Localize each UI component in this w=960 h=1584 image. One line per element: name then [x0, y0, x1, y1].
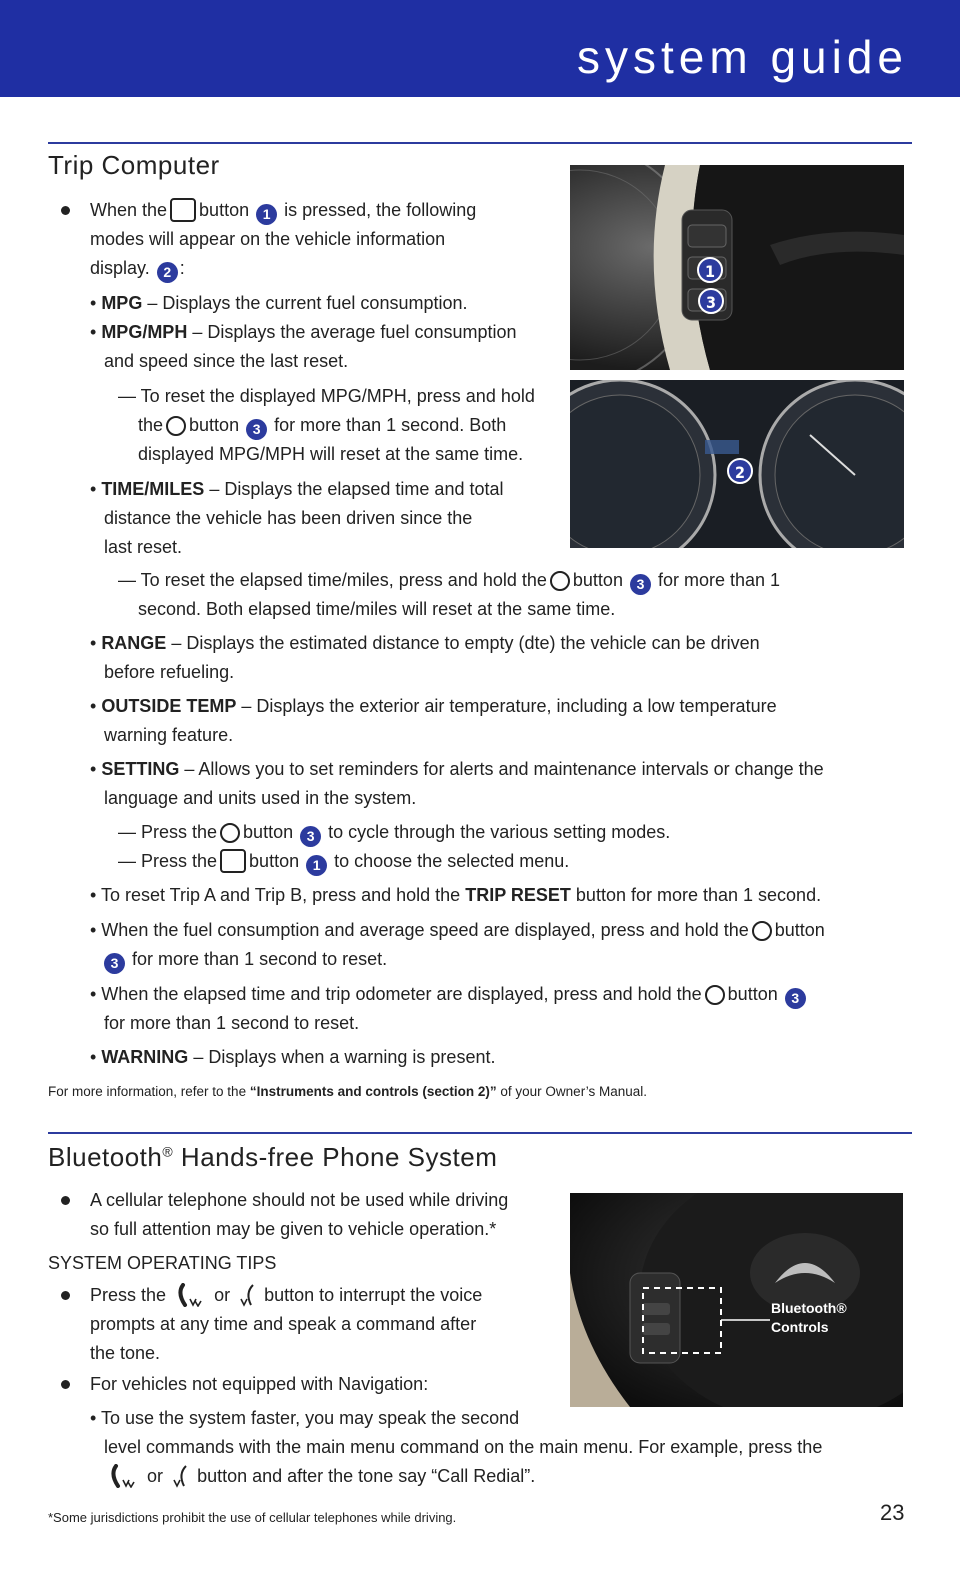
text: to choose the selected menu. [334, 851, 570, 871]
time-item: • TIME/MILES – Displays the elapsed time and total [90, 479, 504, 499]
trip-intro-line1 [90, 196, 476, 225]
text: or [214, 1285, 231, 1305]
text: – Allows you to set reminders for alerts and maintenance intervals or change the [179, 759, 824, 779]
section-rule [48, 1132, 912, 1134]
text: of your Owner’s Manual. [500, 1084, 647, 1099]
text: : [179, 258, 185, 278]
fuel-item [90, 916, 825, 945]
text: • To reset Trip A and Trip B, press and hold the [90, 885, 461, 905]
callout-3: 3 [300, 826, 321, 847]
callout-2: 2 [157, 262, 178, 283]
range-line2: before refueling. [104, 662, 235, 682]
text: Bluetooth® [771, 1300, 847, 1316]
text: button and after the tone say “Call Redial”. [197, 1466, 536, 1486]
phone-voice-icon [237, 1283, 257, 1307]
circle-button-icon [705, 985, 725, 1005]
text: – Displays when a warning is present. [188, 1047, 496, 1067]
text: Hands-free Phone System [173, 1142, 498, 1172]
display-button-icon [220, 849, 246, 873]
photo-callout-3: 3 [698, 288, 724, 314]
text: button to interrupt the voice [264, 1285, 483, 1305]
section-rule [48, 142, 912, 144]
temp-label: OUTSIDE TEMP [101, 696, 237, 716]
trip-reset-label: TRIP RESET [465, 885, 571, 905]
footnote: *Some jurisdictions prohibit the use of cellular telephones while driving. [48, 1510, 457, 1525]
text: — To reset the elapsed time/miles, press and hold the [118, 570, 547, 590]
text: – Displays the elapsed time and total [204, 479, 504, 499]
bt-b4-line3 [104, 1462, 535, 1491]
text: to cycle through the various setting modes. [328, 822, 671, 842]
range-label: RANGE [101, 633, 167, 653]
warning-item: • WARNING – Displays when a warning is present. [90, 1047, 496, 1067]
reset1-line1: — To reset the displayed MPG/MPH, press and hold [118, 386, 535, 406]
bt-b2-line3: the tone. [90, 1343, 161, 1363]
bluetooth-controls-label [771, 1299, 847, 1337]
bullet-dot [61, 1291, 70, 1300]
text: button [189, 415, 240, 435]
photo-callout-1: 1 [697, 257, 723, 283]
circle-button-icon [752, 921, 772, 941]
mpgmph-label: MPG/MPH [101, 322, 188, 342]
bt-b1-line1: A cellular telephone should not be used while driving [90, 1190, 509, 1210]
registered-mark: ® [162, 1143, 174, 1160]
text: When the [90, 200, 168, 220]
setting-label: SETTING [101, 759, 180, 779]
text: button [243, 822, 294, 842]
tripreset-item [90, 881, 821, 910]
bt-b4-line1: • To use the system faster, you may speak the second [90, 1408, 520, 1428]
bt-b2-line1 [90, 1281, 482, 1310]
display-button-icon [170, 198, 196, 222]
text: Bluetooth [48, 1142, 163, 1172]
callout-1: 1 [256, 204, 277, 225]
reset1-line2 [138, 411, 506, 440]
press2-line [118, 847, 569, 876]
text: – Displays the exterior air temperature, including a low temperature [236, 696, 777, 716]
text: for more than 1 second. Both [274, 415, 507, 435]
trip-computer-title: Trip Computer [48, 150, 220, 180]
time-line3: last reset. [104, 537, 183, 557]
time-label: TIME/MILES [101, 479, 205, 499]
text: – Displays the average fuel consumption [187, 322, 517, 342]
mpg-item: • MPG – Displays the current fuel consumption. [90, 293, 468, 313]
circle-button-icon [166, 416, 186, 436]
more-info-note [48, 1084, 647, 1099]
tips-heading: SYSTEM OPERATING TIPS [48, 1253, 277, 1273]
text: Controls [771, 1319, 829, 1335]
text: • When the elapsed time and trip odometer are displayed, press and hold the [90, 984, 702, 1004]
bt-b3: For vehicles not equipped with Navigation: [90, 1374, 429, 1394]
header-title: system guide [576, 31, 908, 83]
callout-3: 3 [630, 574, 651, 595]
bluetooth-controls-photo [570, 1193, 903, 1407]
bluetooth-title [48, 1142, 497, 1173]
text: Press the [90, 1285, 167, 1305]
photo-callout-2: 2 [727, 458, 753, 484]
text: button [249, 851, 300, 871]
temp-item: • OUTSIDE TEMP – Displays the exterior air temperature, including a low temperature [90, 696, 777, 716]
steering-buttons-photo [570, 165, 904, 370]
press1-line [118, 818, 670, 847]
text: or [147, 1466, 164, 1486]
reset2-line2: second. Both elapsed time/miles will reset at the same time. [138, 599, 616, 619]
text: is pressed, the following [284, 200, 477, 220]
mpgmph-line2: and speed since the last reset. [104, 351, 349, 371]
text: – Displays the estimated distance to empty (dte) the vehicle can be driven [166, 633, 760, 653]
text: button [572, 570, 623, 590]
callout-1: 1 [306, 855, 327, 876]
time-line2: distance the vehicle has been driven since the [104, 508, 473, 528]
text: • When the fuel consumption and average speed are displayed, press and hold the [90, 920, 749, 940]
setting-item: • SETTING – Allows you to set reminders for alerts and maintenance intervals or change the [90, 759, 824, 779]
page-number: 23 [880, 1500, 905, 1525]
callout-3: 3 [104, 953, 125, 974]
callout-3: 3 [246, 419, 267, 440]
text: button for more than 1 second. [575, 885, 822, 905]
phone-voice-icon [170, 1464, 190, 1488]
text: button [199, 200, 250, 220]
phone-talk-icon [173, 1283, 207, 1307]
bullet-dot [61, 206, 70, 215]
temp-line2: warning feature. [104, 725, 234, 745]
bt-b4-line2: level commands with the main menu command on the main menu. For example, press the [104, 1437, 823, 1457]
text: button [727, 984, 778, 1004]
mpgmph-item: • MPG/MPH – Displays the average fuel consumption [90, 322, 517, 342]
page-header [0, 0, 960, 97]
text: the [138, 415, 164, 435]
warning-label: WARNING [101, 1047, 189, 1067]
elapsed-line2: for more than 1 second to reset. [104, 1013, 360, 1033]
manual-section-ref: “Instruments and controls (section 2)” [249, 1084, 497, 1099]
trip-intro-line3 [90, 254, 185, 283]
bt-b1-line2: so full attention may be given to vehicle operation.* [90, 1219, 497, 1239]
callout-3: 3 [785, 988, 806, 1009]
bullet-dot [61, 1380, 70, 1389]
circle-button-icon [220, 823, 240, 843]
text: display. [90, 258, 150, 278]
text: – Displays the current fuel consumption. [142, 293, 468, 313]
setting-line2: language and units used in the system. [104, 788, 417, 808]
fuel-line2 [102, 945, 387, 974]
text: — Press the [118, 822, 218, 842]
mpg-label: MPG [101, 293, 143, 313]
elapsed-item [90, 980, 808, 1009]
bullet-dot [61, 1196, 70, 1205]
phone-talk-icon [106, 1464, 140, 1488]
reset1-line3: displayed MPG/MPH will reset at the same time. [138, 444, 524, 464]
trip-intro-line2: modes will appear on the vehicle information [90, 229, 446, 249]
circle-button-icon [550, 571, 570, 591]
text: for more than 1 second to reset. [132, 949, 388, 969]
text: button [774, 920, 825, 940]
range-item: • RANGE – Displays the estimated distance to empty (dte) the vehicle can be driven [90, 633, 760, 653]
text: For more information, refer to the [48, 1084, 247, 1099]
text: for more than 1 [657, 570, 781, 590]
reset2-line1 [118, 566, 780, 595]
instrument-cluster-photo [570, 380, 904, 548]
bt-b2-line2: prompts at any time and speak a command after [90, 1314, 477, 1334]
text: — Press the [118, 851, 218, 871]
